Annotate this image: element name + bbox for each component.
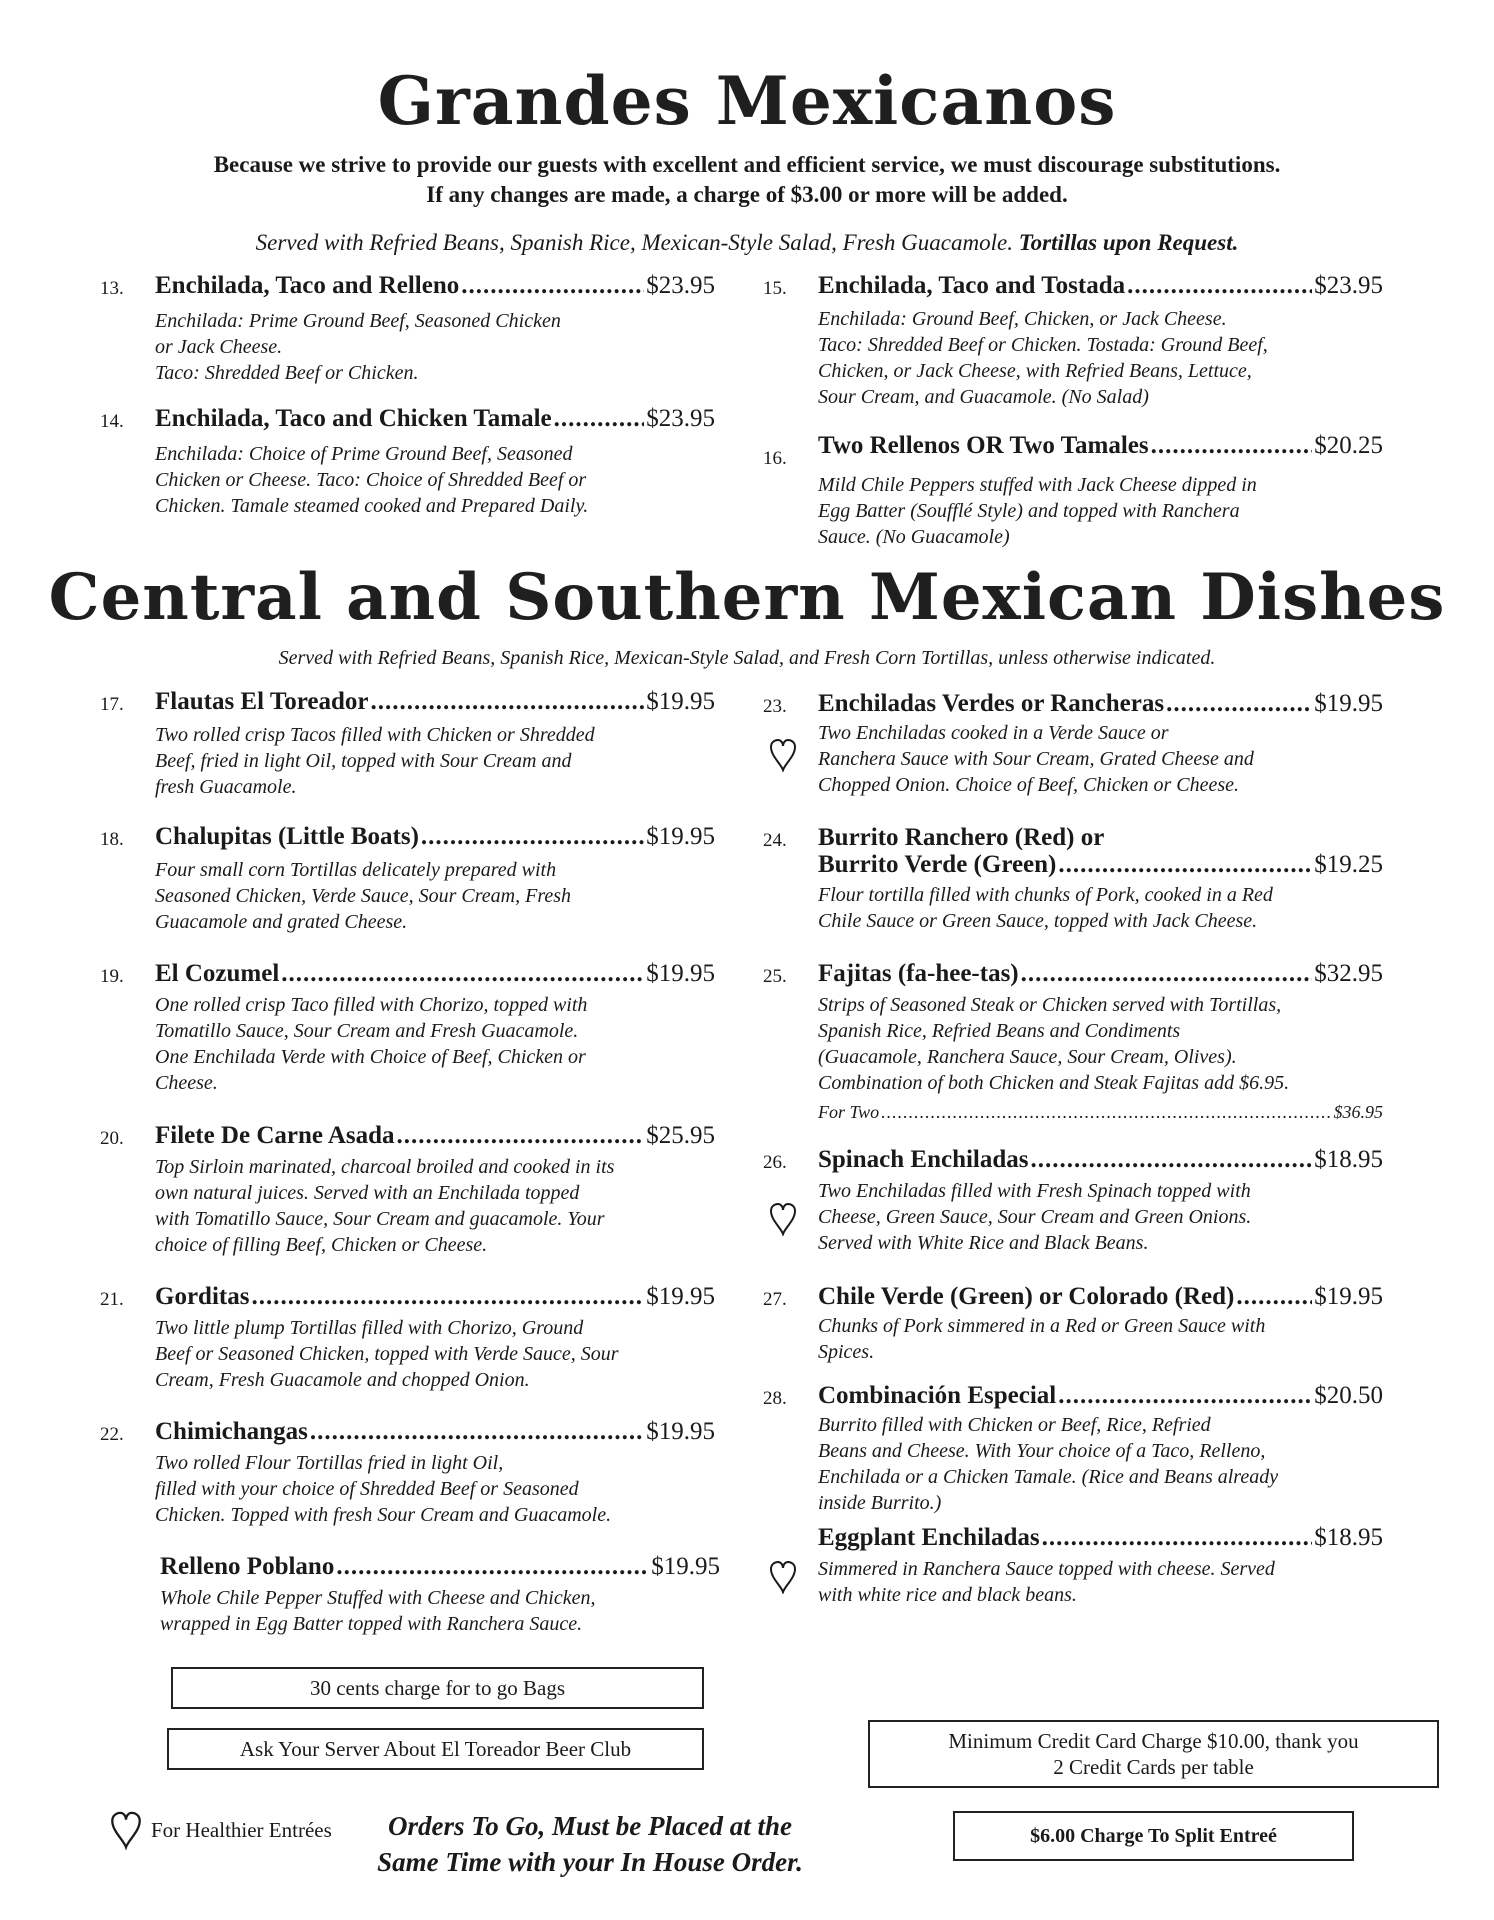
item-name: Enchilada, Taco and Relleno — [155, 272, 460, 299]
item-header — [155, 272, 715, 300]
item-price: $19.95 — [651, 1553, 720, 1580]
item-name: Chimichangas — [155, 1418, 308, 1445]
item-name: Two Rellenos OR Two Tamales — [818, 432, 1149, 459]
item-header — [818, 1146, 1383, 1174]
item-description: Chunks of Pork simmered in a Red or Green Sauce with Spices. — [818, 1315, 1266, 1363]
item-name: Burrito Verde (Green) — [818, 851, 1057, 878]
item-number: 17. — [100, 694, 124, 715]
item-price: $19.95 — [1314, 1283, 1383, 1310]
item-number: 16. — [763, 448, 787, 469]
item-header — [818, 272, 1383, 300]
item-header — [155, 405, 715, 433]
item-price: $19.25 — [1314, 851, 1383, 878]
fajitas-combination: Combination of both Chicken and Steak Fajitas add $6.95. — [818, 1072, 1290, 1094]
item-name: Chalupitas (Little Boats) — [155, 823, 419, 850]
to-go-bags-note: 30 cents charge for to go Bags — [171, 1667, 704, 1709]
item-number: 19. — [100, 966, 124, 987]
item-number: 28. — [763, 1388, 787, 1409]
for-two-price: $36.95 — [1333, 1102, 1383, 1122]
item-description: Top Sirloin marinated, charcoal broiled and cooked in its own natural juices. Served with an Enchilada topped with Tomatillo Sauce, Sour Cream and guacamole. Your choice of filling Beef, Chicken or Cheese. — [155, 1156, 615, 1256]
item-name: Spinach Enchiladas — [818, 1146, 1029, 1173]
item-header — [155, 1122, 715, 1150]
item-name: Relleno Poblano — [160, 1553, 335, 1580]
item-number: 14. — [100, 411, 124, 432]
item-name: Enchiladas Verdes or Rancheras — [818, 690, 1165, 717]
item-header — [818, 432, 1383, 460]
item-header — [818, 960, 1383, 988]
split-entree-charge: $6.00 Charge To Split Entreé — [953, 1811, 1354, 1861]
item-number: 21. — [100, 1289, 124, 1310]
item-description: Two Enchiladas cooked in a Verde Sauce or Ranchera Sauce with Sour Cream, Grated Cheese and Chopped Onion. Choice of Beef, Chicken or Cheese. — [818, 722, 1254, 796]
item-name-line-1: Burrito Ranchero (Red) or — [818, 824, 1105, 851]
item-price: $20.25 — [1314, 432, 1383, 459]
item-header — [160, 1553, 720, 1581]
healthier-entrees-legend: For Healthier Entrées — [151, 1818, 332, 1842]
item-description: Enchilada: Choice of Prime Ground Beef, Seasoned Chicken or Cheese. Taco: Choice of Shredded Beef or Chicken. Tamale steamed cooked and Prepared Daily. — [155, 443, 589, 517]
item-description: Simmered in Ranchera Sauce topped with cheese. Served with white rice and black beans. — [818, 1558, 1275, 1606]
item-name: Combinación Especial — [818, 1382, 1057, 1409]
item-name: El Cozumel — [155, 960, 280, 987]
item-price: $23.95 — [646, 272, 715, 299]
item-name: Flautas El Toreador — [155, 688, 369, 715]
item-number: 13. — [100, 278, 124, 299]
item-description: Enchilada: Prime Ground Beef, Seasoned Chicken or Jack Cheese. Taco: Shredded Beef or Chicken. — [155, 310, 561, 384]
item-number: 22. — [100, 1424, 124, 1445]
item-name: Eggplant Enchiladas — [818, 1524, 1040, 1551]
item-price: $19.95 — [646, 960, 715, 987]
item-price: $19.95 — [646, 823, 715, 850]
served-text: Served with Refried Beans, Spanish Rice, Mexican-Style Salad, Fresh Guacamole. — [255, 230, 1013, 255]
item-name: Gorditas — [155, 1283, 250, 1310]
credit-card-note — [868, 1720, 1439, 1788]
item-name: Fajitas (fa-hee-tas) — [818, 960, 1019, 987]
credit-line-2: 2 Credit Cards per table — [1053, 1755, 1254, 1779]
item-description: One rolled crisp Taco filled with Chorizo, topped with Tomatillo Sauce, Sour Cream and Fresh Guacamole. One Enchilada Verde with Choice of Beef, Chicken or Cheese. — [155, 994, 588, 1094]
section-title-central: Central and Southern Mexican Dishes — [48, 560, 1446, 635]
central-served-with: Served with Refried Beans, Spanish Rice, Mexican-Style Salad, and Fresh Corn Tortillas, unless otherwise indicated. — [278, 647, 1216, 669]
item-description: Two rolled crisp Tacos filled with Chicken or Shredded Beef, fried in light Oil, topped with Sour Cream and fresh Guacamole. — [155, 724, 595, 798]
grandes-served-with — [0, 230, 1494, 256]
heart-outline-icon — [769, 1560, 797, 1594]
orders-line-1: Orders To Go, Must be Placed at the — [388, 1811, 792, 1841]
item-price: $19.95 — [646, 1283, 715, 1310]
item-number: 20. — [100, 1128, 124, 1149]
for-two-label: For Two — [818, 1102, 880, 1122]
item-price: $23.95 — [646, 405, 715, 432]
item-price: $19.95 — [646, 688, 715, 715]
section-title-grandes: Grandes Mexicanos — [377, 62, 1117, 140]
item-description: Two Enchiladas filled with Fresh Spinach topped with Cheese, Green Sauce, Sour Cream and Green Onions. Served with White Rice and Black Beans. — [818, 1180, 1252, 1254]
item-price: $25.95 — [646, 1122, 715, 1149]
served-bold-text: Tortillas upon Request. — [1018, 230, 1239, 255]
fajitas-for-two — [818, 1102, 1383, 1123]
item-header — [818, 690, 1383, 718]
item-number: 26. — [763, 1152, 787, 1173]
item-header — [155, 960, 715, 988]
heart-outline-icon — [769, 1202, 797, 1236]
item-description: Two rolled Flour Tortillas fried in light Oil, filled with your choice of Shredded Beef or Seasoned Chicken. Topped with fresh Sour Cream and Guacamole. — [155, 1452, 612, 1526]
item-price: $18.95 — [1314, 1146, 1383, 1173]
item-header — [818, 1382, 1383, 1410]
item-description: Flour tortilla filled with chunks of Pork, cooked in a Red Chile Sauce or Green Sauce, topped with Jack Cheese. — [818, 884, 1273, 932]
item-header — [155, 1418, 715, 1446]
item-price: $32.95 — [1314, 960, 1383, 987]
item-header — [155, 823, 715, 851]
notice-line-2: If any changes are made, a charge of $3.00 or more will be added. — [426, 182, 1068, 207]
item-description: Strips of Seasoned Steak or Chicken served with Tortillas, Spanish Rice, Refried Beans and Condiments (Guacamole, Ranchera Sauce, Sour Cream, Olives). — [818, 994, 1282, 1068]
notice-line-1: Because we strive to provide our guests with excellent and efficient service, we must discourage substitutions. — [213, 152, 1281, 177]
item-description: Enchilada: Ground Beef, Chicken, or Jack Cheese. Taco: Shredded Beef or Chicken. Tostada: Ground Beef, Chicken, or Jack Cheese, with Refried Beans, Lettuce, Sour Cream, and Guacamole. (No Salad) — [818, 308, 1268, 408]
beer-club-note: Ask Your Server About El Toreador Beer Club — [167, 1728, 704, 1770]
item-price: $19.95 — [1314, 690, 1383, 717]
item-header — [818, 851, 1383, 879]
item-price: $18.95 — [1314, 1524, 1383, 1551]
item-number: 25. — [763, 966, 787, 987]
item-number: 15. — [763, 278, 787, 299]
item-name: Enchilada, Taco and Tostada — [818, 272, 1126, 299]
item-description: Mild Chile Peppers stuffed with Jack Cheese dipped in Egg Batter (Soufflé Style) and topped with Ranchera Sauce. (No Guacamole) — [818, 474, 1257, 548]
item-header-line-1 — [818, 824, 1383, 852]
item-name: Chile Verde (Green) or Colorado (Red) — [818, 1283, 1235, 1310]
substitution-notice — [0, 150, 1494, 210]
orders-to-go-note — [370, 1808, 810, 1880]
credit-line-1: Minimum Credit Card Charge $10.00, thank you — [948, 1729, 1359, 1753]
item-price: $19.95 — [646, 1418, 715, 1445]
item-name: Filete De Carne Asada — [155, 1122, 395, 1149]
heart-outline-icon — [110, 1810, 142, 1850]
item-number: 27. — [763, 1289, 787, 1310]
item-header — [155, 1283, 715, 1311]
item-description: Burrito filled with Chicken or Beef, Rice, Refried Beans and Cheese. With Your choice of a Taco, Relleno, Enchilada or a Chicken Tamale. (Rice and Beans already inside Burrito.) — [818, 1414, 1279, 1514]
item-description: Four small corn Tortillas delicately prepared with Seasoned Chicken, Verde Sauce, Sour Cream, Fresh Guacamole and grated Cheese. — [155, 859, 572, 933]
item-header — [818, 1283, 1383, 1311]
item-number: 18. — [100, 829, 124, 850]
orders-line-2: Same Time with your In House Order. — [377, 1847, 803, 1877]
item-header — [818, 1524, 1383, 1552]
heart-outline-icon — [769, 738, 797, 772]
item-description: Whole Chile Pepper Stuffed with Cheese and Chicken, wrapped in Egg Batter topped with Ranchera Sauce. — [160, 1587, 596, 1635]
item-price: $20.50 — [1314, 1382, 1383, 1409]
item-price: $23.95 — [1314, 272, 1383, 299]
item-number: 23. — [763, 696, 787, 717]
item-number: 24. — [763, 830, 787, 851]
item-description: Two little plump Tortillas filled with Chorizo, Ground Beef or Seasoned Chicken, topped with Verde Sauce, Sour Cream, Fresh Guacamole and chopped Onion. — [155, 1317, 619, 1391]
item-name: Enchilada, Taco and Chicken Tamale — [155, 405, 552, 432]
item-header — [155, 688, 715, 716]
